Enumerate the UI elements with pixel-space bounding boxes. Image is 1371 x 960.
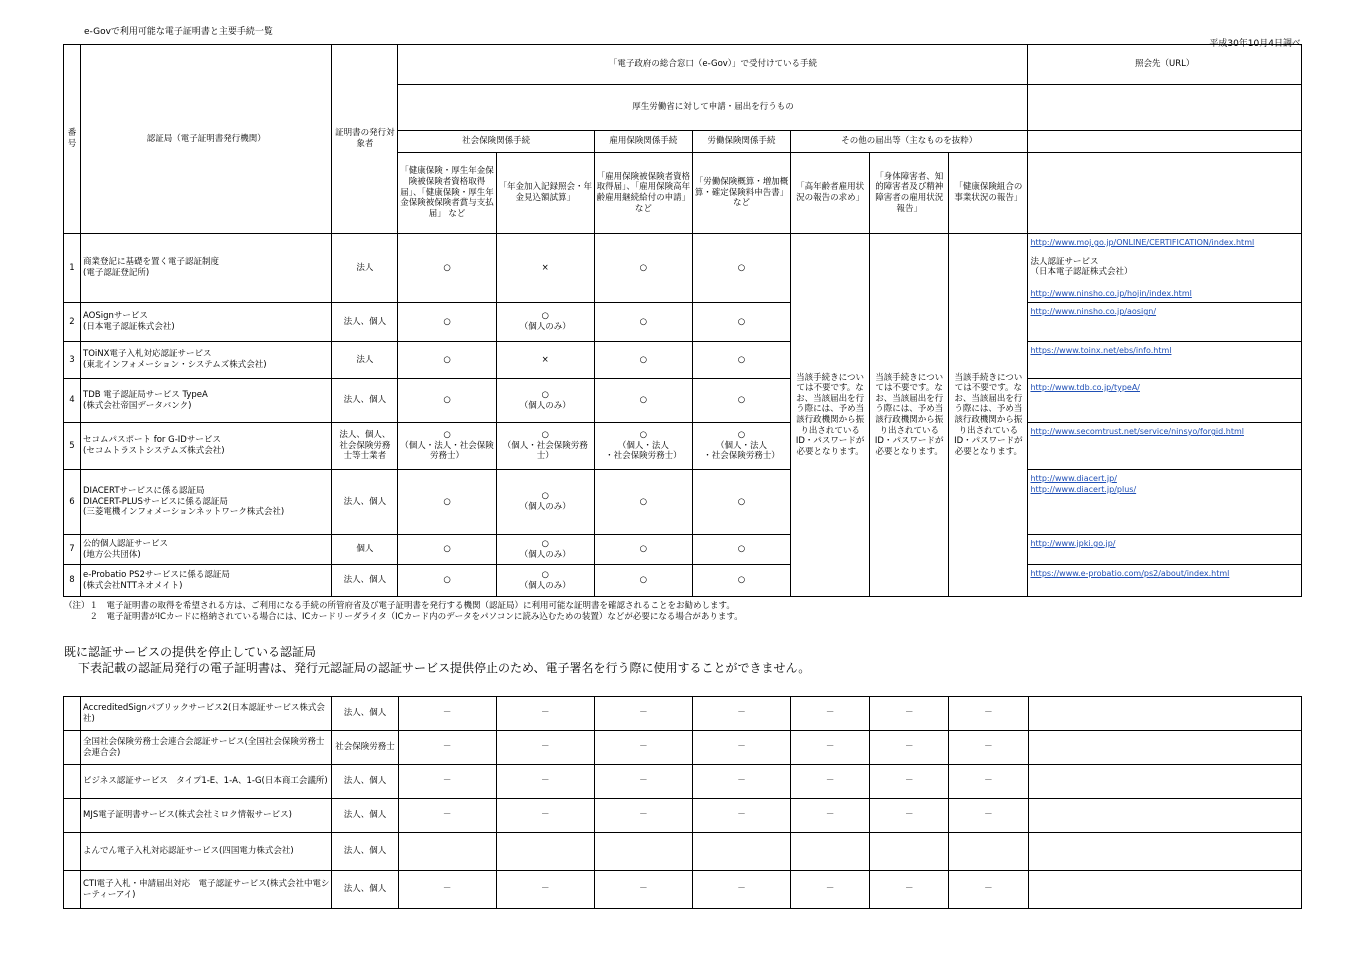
availability-c3: ○ — [594, 535, 692, 565]
availability-c4: ○ — [692, 379, 790, 423]
not-available-mark: － — [949, 731, 1028, 765]
procedure-health-pension: 「健康保険・厚生年金保険被保険者資格取得届」、「健康保険・厚生年金保険被保険者賞与支払届」 など — [398, 153, 496, 234]
not-available-mark: － — [791, 765, 870, 799]
not-available-mark: － — [594, 871, 692, 909]
availability-c2: × — [496, 234, 594, 303]
row-number — [64, 765, 81, 799]
contact-url-link[interactable]: http://www.tdb.co.jp/typeA/ — [1030, 383, 1140, 392]
issue-target: 法人、個人 — [332, 799, 398, 833]
not-available-mark: － — [692, 871, 790, 909]
table-row — [64, 565, 1302, 597]
issue-target: 法人 — [332, 234, 398, 303]
row-number — [64, 697, 81, 731]
not-available-mark: － — [594, 697, 692, 731]
contact-url-cell — [1028, 423, 1302, 470]
availability-c4: ○ — [692, 470, 790, 535]
not-available-mark: － — [594, 731, 692, 765]
availability-c3: ○ — [594, 379, 692, 423]
availability-c2: ○ （個人のみ） — [496, 470, 594, 535]
header-egov: 「電子政府の総合窓口（e-Gov）」で受付けている手続 — [398, 45, 1028, 85]
header-mhlw: 厚生労働省に対して申請・届出を行うもの — [398, 85, 1028, 131]
stopped-heading: 既に認証サービスの提供を停止している認証局 — [64, 645, 317, 659]
not-available-mark: － — [692, 731, 790, 765]
contact-url-link[interactable]: https://www.toinx.net/ebs/info.html — [1030, 346, 1172, 355]
availability-c4: ○ — [692, 565, 790, 597]
contact-url-link[interactable]: http://www.ninsho.co.jp/aosign/ — [1030, 307, 1157, 316]
availability-c4: ○ — [692, 535, 790, 565]
header-target: 証明書の発行対象者 — [332, 45, 398, 234]
contact-url-cell — [1028, 234, 1302, 303]
row-number: 5 — [64, 423, 81, 470]
ca-name: AccreditedSignパブリックサービス2(日本認証サービス株式会社) — [81, 697, 332, 731]
availability-c2: × — [496, 342, 594, 379]
not-available-mark — [594, 833, 692, 871]
notes — [64, 601, 743, 623]
other-elderly-note: 当該手続きについては不要です。なお、当該届出を行う際には、予め当該行政機関から振り出されているID・パスワードが必要となります。 — [791, 234, 870, 597]
stopped-ca-table — [63, 696, 1302, 909]
availability-c1: ○ — [398, 379, 496, 423]
other-disability-note: 当該手続きについては不要です。なお、当該届出を行う際には、予め当該行政機関から振り出されているID・パスワードが必要となります。 — [870, 234, 949, 597]
procedure-labor: 「労働保険概算・増加概算・確定保険料申告書」など — [692, 153, 790, 234]
ca-name: 公的個人認証サービス (地方公共団体) — [81, 535, 332, 565]
not-available-mark: － — [791, 871, 870, 909]
issue-target: 社会保険労務士 — [332, 731, 398, 765]
not-available-mark: － — [949, 697, 1028, 731]
row-number: 6 — [64, 470, 81, 535]
stopped-row — [64, 799, 1302, 833]
row-number — [64, 799, 81, 833]
not-available-mark: － — [870, 871, 949, 909]
row-number: 8 — [64, 565, 81, 597]
contact-url-cell — [1028, 379, 1302, 423]
ca-name: e-Probatio PS2サービスに係る認証局 (株式会社NTTネオメイト) — [81, 565, 332, 597]
not-available-mark: － — [791, 799, 870, 833]
table-row — [64, 303, 1302, 342]
contact-url-cell — [1028, 470, 1302, 535]
availability-c1: ○ — [398, 470, 496, 535]
not-available-mark: － — [692, 799, 790, 833]
availability-c4: ○ — [692, 303, 790, 342]
stopped-row — [64, 871, 1302, 909]
not-available-mark: － — [496, 697, 594, 731]
row-number: 1 — [64, 234, 81, 303]
contact-url-cell — [1028, 765, 1302, 799]
availability-c1: ○ — [398, 535, 496, 565]
table-row — [64, 470, 1302, 535]
contact-url-link-2[interactable]: http://www.diacert.jp/plus/ — [1030, 484, 1137, 494]
contact-url-cell — [1028, 731, 1302, 765]
contact-name: 法人認証サービス （日本電子認証株式会社） — [1030, 256, 1133, 278]
availability-c3: ○ — [594, 565, 692, 597]
table-row — [64, 535, 1302, 565]
issue-target: 法人、個人 — [332, 697, 398, 731]
not-available-mark: － — [496, 765, 594, 799]
contact-url-link[interactable]: http://www.jpki.go.jp/ — [1030, 539, 1116, 548]
row-number: 7 — [64, 535, 81, 565]
stopped-row — [64, 833, 1302, 871]
issue-target: 法人、個人 — [332, 765, 398, 799]
contact-url-link-2[interactable]: http://www.ninsho.co.jp/hojin/index.html — [1030, 288, 1192, 298]
procedure-employment: 「雇用保険被保険者資格取得届」、「雇用保険高年齢雇用継続給付の申請」など — [594, 153, 692, 234]
ca-name: DIACERTサービスに係る認証局 DIACERT-PLUSサービスに係る認証局 (三菱電機インフォメーションネットワーク株式会社) — [81, 470, 332, 535]
row-number — [64, 871, 81, 909]
availability-c3: ○ — [594, 303, 692, 342]
not-available-mark: － — [791, 697, 870, 731]
procedure-elderly: 「高年齢者雇用状況の報告の求め」 — [791, 153, 870, 234]
certificate-table — [63, 44, 1302, 597]
procedure-health-union: 「健康保険組合の事業状況の報告」 — [949, 153, 1028, 234]
issue-target: 法人、個人 — [332, 379, 398, 423]
availability-c2: ○ （個人のみ） — [496, 565, 594, 597]
ca-name: 商業登記に基礎を置く電子認証制度 (電子認証登記所) — [81, 234, 332, 303]
not-available-mark — [496, 833, 594, 871]
ca-name: AOSignサービス (日本電子認証株式会社) — [81, 303, 332, 342]
availability-c1: ○ （個人・法人・社会保険 労務士） — [398, 423, 496, 470]
not-available-mark: － — [870, 697, 949, 731]
contact-url-cell — [1028, 535, 1302, 565]
not-available-mark: － — [870, 731, 949, 765]
row-number: 4 — [64, 379, 81, 423]
ca-name: よんでん電子入札対応認証サービス(四国電力株式会社) — [81, 833, 332, 871]
not-available-mark: － — [398, 871, 496, 909]
contact-url-cell — [1028, 565, 1302, 597]
stopped-row — [64, 765, 1302, 799]
availability-c1: ○ — [398, 342, 496, 379]
not-available-mark — [870, 833, 949, 871]
header-labor-insurance: 労働保険関係手続 — [692, 131, 790, 153]
stopped-description: 下表記載の認証局発行の電子証明書は、発行元認証局の認証サービス提供停止のため、電子署名を行う際に使用することができません。 — [78, 661, 811, 675]
ca-name: セコムパスポート for G-IDサービス (セコムトラストシステムズ株式会社) — [81, 423, 332, 470]
header-ca: 認証局（電子証明書発行機関） — [81, 45, 332, 234]
issue-target: 法人、個人 — [332, 871, 398, 909]
availability-c3: ○ （個人・法人 ・社会保険労務士） — [594, 423, 692, 470]
not-available-mark: － — [398, 731, 496, 765]
contact-url-link[interactable]: https://www.e-probatio.com/ps2/about/index.html — [1030, 569, 1230, 578]
not-available-mark: － — [398, 799, 496, 833]
ca-name: TDB 電子認証局サービス TypeA (株式会社帝国データバンク) — [81, 379, 332, 423]
row-number — [64, 833, 81, 871]
document-title: e-Govで利用可能な電子証明書と主要手続一覧 — [84, 27, 273, 37]
header-contact: 照会先（URL） — [1028, 45, 1302, 85]
availability-c1: ○ — [398, 565, 496, 597]
not-available-mark: － — [949, 799, 1028, 833]
ca-name: 全国社会保険労務士会連合会認証サービス(全国社会保険労務士会連合会) — [81, 731, 332, 765]
contact-url-cell — [1028, 833, 1302, 871]
contact-url-link[interactable]: http://www.moj.go.jp/ONLINE/CERTIFICATION/index.html — [1030, 238, 1255, 247]
issue-target: 法人、個人 — [332, 565, 398, 597]
contact-url-cell — [1028, 342, 1302, 379]
not-available-mark: － — [398, 765, 496, 799]
not-available-mark: － — [692, 697, 790, 731]
availability-c1: ○ — [398, 234, 496, 303]
not-available-mark: － — [594, 765, 692, 799]
not-available-mark: － — [692, 765, 790, 799]
procedure-pension-record: 「年金加入記録照会・年金見込額試算」 — [496, 153, 594, 234]
availability-c2: ○ （個人のみ） — [496, 303, 594, 342]
availability-c4: ○ — [692, 342, 790, 379]
header-social-insurance: 社会保険関係手続 — [398, 131, 594, 153]
not-available-mark: － — [496, 731, 594, 765]
table-row — [64, 342, 1302, 379]
issue-target: 法人、個人 — [332, 470, 398, 535]
availability-c4: ○ （個人・法人 ・社会保険労務士） — [692, 423, 790, 470]
availability-c1: ○ — [398, 303, 496, 342]
note-2: ２ 電子証明書がICカードに格納されている場合には、ICカードリーダライタ（ICカード内のデータをパソコンに読み込むための装置）などが必要になる場合があります。 — [64, 612, 743, 623]
contact-url-cell — [1028, 871, 1302, 909]
availability-c2: ○ （個人のみ） — [496, 379, 594, 423]
availability-c3: ○ — [594, 234, 692, 303]
row-number: 2 — [64, 303, 81, 342]
row-number — [64, 731, 81, 765]
availability-c3: ○ — [594, 342, 692, 379]
stopped-row — [64, 697, 1302, 731]
table-row — [64, 234, 1302, 303]
not-available-mark: － — [949, 871, 1028, 909]
table-row — [64, 423, 1302, 470]
not-available-mark: － — [496, 871, 594, 909]
row-number: 3 — [64, 342, 81, 379]
not-available-mark — [949, 833, 1028, 871]
not-available-mark — [791, 833, 870, 871]
header-employment-insurance: 雇用保険関係手続 — [594, 131, 692, 153]
header-number: 番号 — [64, 45, 81, 234]
not-available-mark — [692, 833, 790, 871]
table-row — [64, 379, 1302, 423]
contact-url-link[interactable]: http://www.secomtrust.net/service/ninsyo/forgid.html — [1030, 427, 1244, 436]
contact-url-cell — [1028, 303, 1302, 342]
stopped-row — [64, 731, 1302, 765]
note-1: （注）１ 電子証明書の取得を希望される方は、ご利用になる手続の所管府省及び電子証明書を発行する機関（認証局）に利用可能な証明書を確認されることをお勧めします。 — [64, 601, 735, 611]
availability-c3: ○ — [594, 470, 692, 535]
issue-target: 法人、個人 — [332, 833, 398, 871]
not-available-mark: － — [870, 799, 949, 833]
issue-target: 法人 — [332, 342, 398, 379]
availability-c2: ○ （個人のみ） — [496, 535, 594, 565]
ca-name: ビジネス認証サービス タイプ1-E、1-A、1-G(日本商工会議所) — [81, 765, 332, 799]
not-available-mark: － — [398, 697, 496, 731]
survey-date: 平成30年10月4日調べ — [1209, 39, 1301, 49]
availability-c4: ○ — [692, 234, 790, 303]
not-available-mark: － — [594, 799, 692, 833]
not-available-mark: － — [791, 731, 870, 765]
contact-url-link[interactable]: http://www.diacert.jp/ — [1030, 474, 1117, 483]
not-available-mark — [398, 833, 496, 871]
issue-target: 個人 — [332, 535, 398, 565]
procedure-disability: 「身体障害者、知的障害者及び精神障害者の雇用状況報告」 — [870, 153, 949, 234]
contact-url-cell — [1028, 697, 1302, 731]
other-health-union-note: 当該手続きについては不要です。なお、当該届出を行う際には、予め当該行政機関から振り出されているID・パスワードが必要となります。 — [949, 234, 1028, 597]
ca-name: CTI電子入札・申請届出対応 電子認証サービス(株式会社中電シーティーアイ) — [81, 871, 332, 909]
ca-name: TOiNX電子入札対応認証サービス (東北インフォメーション・システムズ株式会社) — [81, 342, 332, 379]
header-other: その他の届出等（主なものを抜粋） — [791, 131, 1028, 153]
issue-target: 法人、個人 — [332, 303, 398, 342]
ca-name: MJS電子証明書サービス(株式会社ミロク情報サービス) — [81, 799, 332, 833]
not-available-mark: － — [496, 799, 594, 833]
contact-url-cell — [1028, 799, 1302, 833]
issue-target: 法人、個人、 社会保険労務 士等士業者 — [332, 423, 398, 470]
not-available-mark: － — [949, 765, 1028, 799]
availability-c2: ○ （個人・社会保険労務 士） — [496, 423, 594, 470]
not-available-mark: － — [870, 765, 949, 799]
